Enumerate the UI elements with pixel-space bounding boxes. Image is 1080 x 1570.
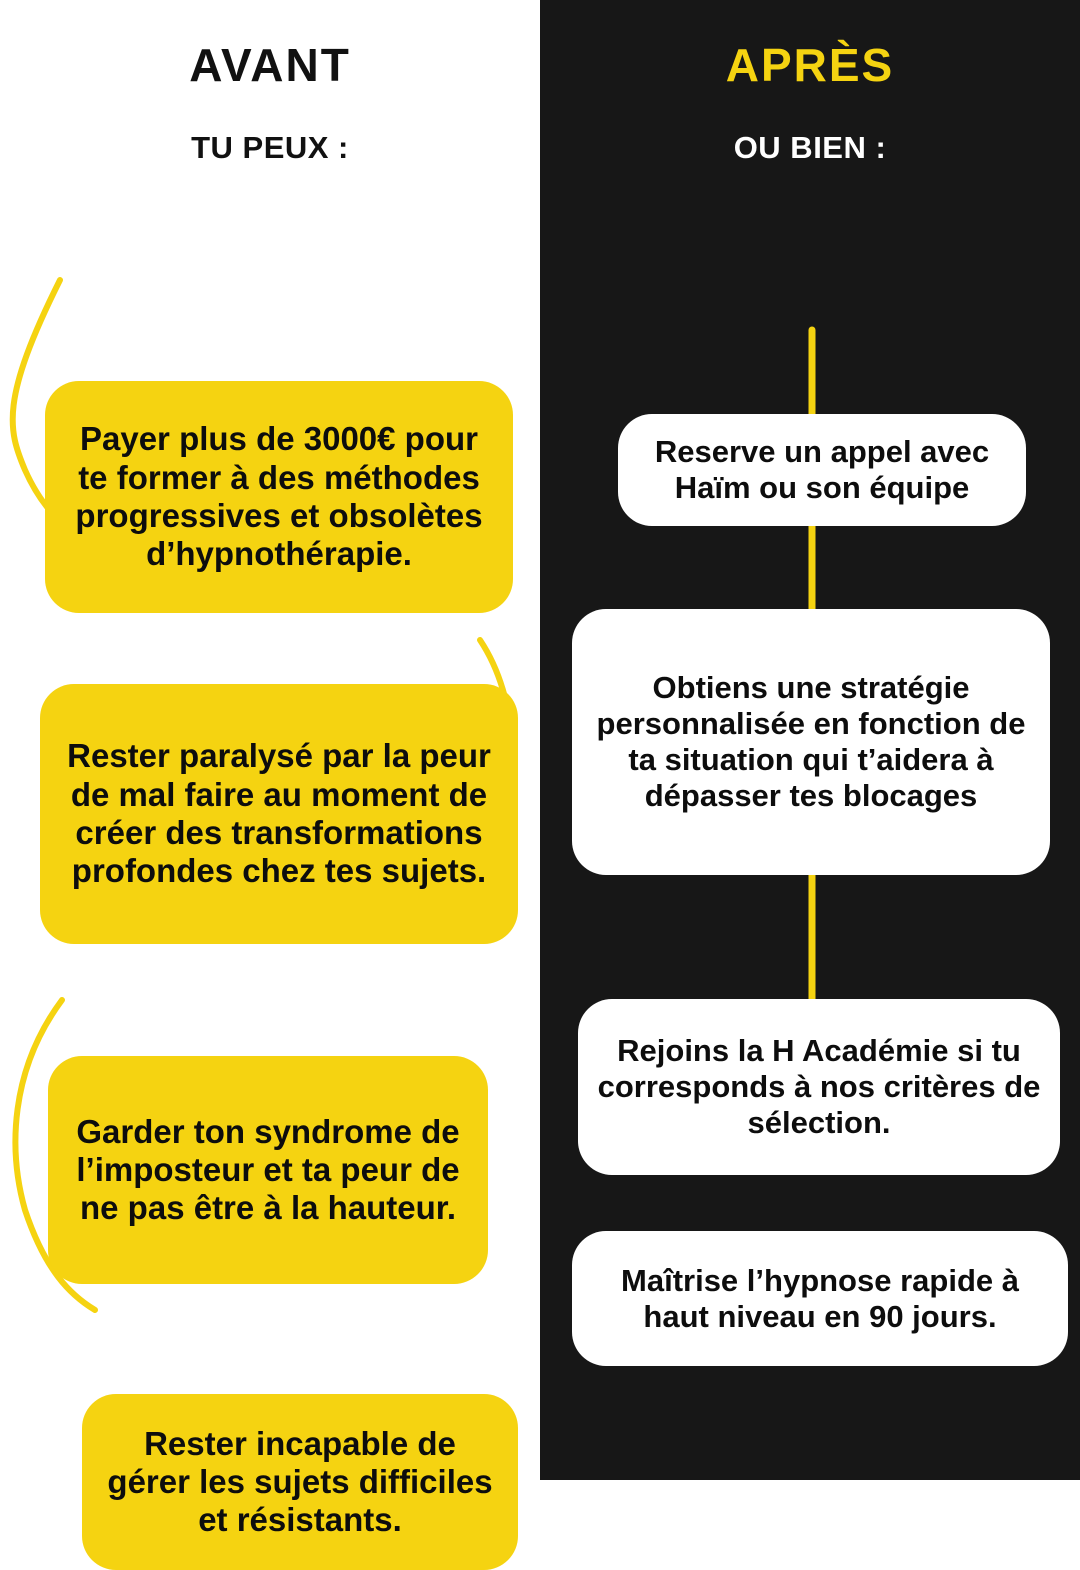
before-card-1-text: Payer plus de 3000€ pour te former à des méthodes progressives et obsolètes d’hypnothérapie.: [75, 420, 483, 573]
after-card-3: [578, 999, 1060, 1175]
before-card-3-text: Garder ton syndrome de l’imposteur et ta peur de ne pas être à la hauteur.: [76, 1112, 460, 1227]
before-column: [0, 0, 540, 1539]
after-card-2: [572, 609, 1050, 875]
after-card-4: [572, 1231, 1068, 1366]
before-card-2-text: Rester paralysé par la peur de mal faire au moment de créer des transformations profondes chez tes sujets.: [67, 737, 491, 890]
before-subtitle: TU PEUX :: [191, 130, 349, 165]
before-card-4: [82, 1394, 518, 1570]
after-card-2-text: Obtiens une stratégie personnalisée en fonction de ta situation qui t’aidera à dépasser tes blocages: [596, 670, 1026, 813]
before-card-3: [48, 1056, 488, 1284]
after-card-4-text: Maîtrise l’hypnose rapide à haut niveau en 90 jours.: [621, 1262, 1019, 1334]
before-card-2: [40, 684, 518, 944]
after-subtitle: OU BIEN :: [733, 130, 887, 165]
after-card-1: [618, 414, 1026, 526]
after-column: [540, 0, 1080, 1480]
after-title: APRÈS: [725, 39, 895, 91]
after-card-1-text: Reserve un appel avec Haïm ou son équipe: [654, 434, 990, 505]
before-title: AVANT: [189, 39, 351, 91]
before-card-1: [45, 381, 513, 613]
after-card-3-text: Rejoins la H Académie si tu corresponds à nos critères de sélection.: [597, 1033, 1041, 1140]
before-card-4-text: Rester incapable de gérer les sujets difficiles et résistants.: [107, 1424, 493, 1539]
